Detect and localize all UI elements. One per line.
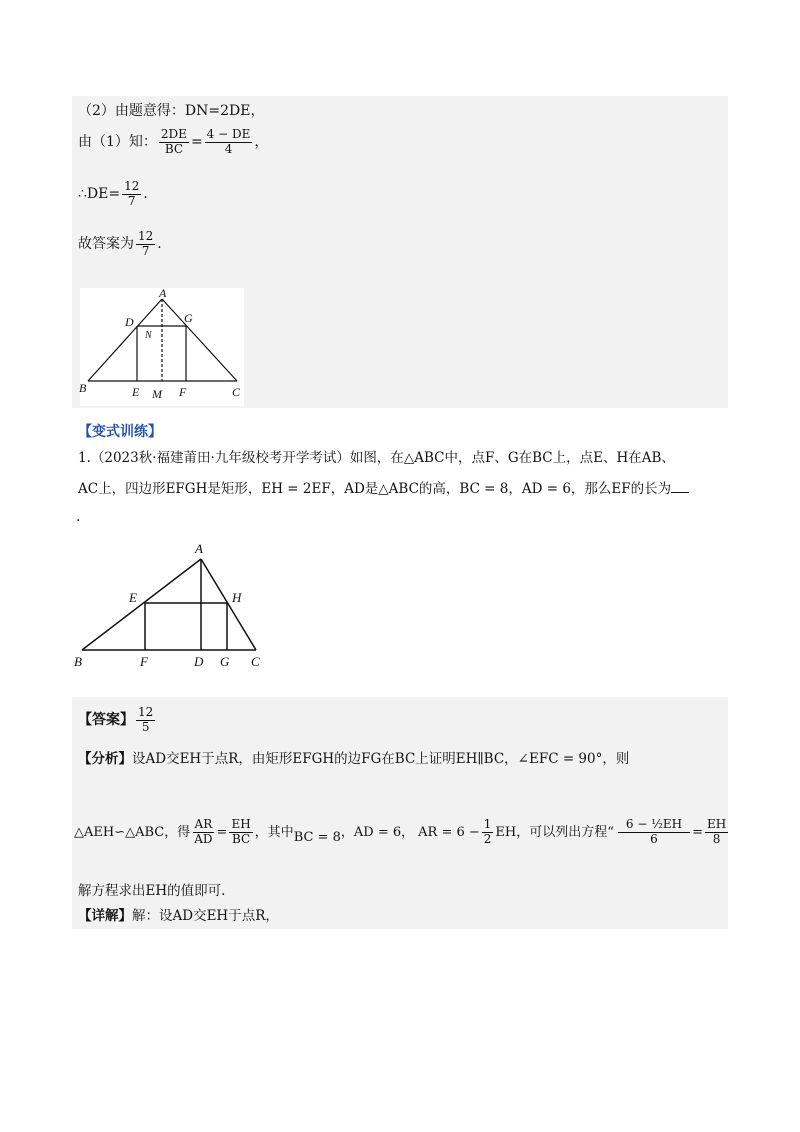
numerator: 4 − DE — [206, 127, 251, 141]
analysis-line3: 解方程求出EH的值即可. — [78, 883, 226, 899]
text: BC = 8 — [293, 829, 341, 845]
numerator: EH — [231, 817, 251, 831]
question-1-dot: . — [76, 509, 81, 525]
denominator: BC — [231, 831, 251, 846]
denominator: BC — [164, 141, 184, 156]
text: 故答案为 — [78, 236, 134, 253]
triangle-figure-2 — [70, 536, 270, 672]
text: ， — [401, 824, 415, 840]
text: AC上，四边形EFGH是矩形，EH = 2EF，AD是△ABC的高，BC = 8，AD = 6，那么EF的长为 — [78, 481, 672, 497]
fig2-label-G: G — [220, 654, 230, 669]
denominator: 8 — [712, 831, 721, 846]
answer-blank — [671, 480, 689, 493]
fig1-label-N: N — [145, 330, 152, 341]
fig1-label-C: C — [232, 385, 241, 399]
analysis-line2 — [74, 818, 730, 847]
numerator: AR — [194, 817, 213, 831]
fig2-label-H: H — [232, 590, 242, 605]
part2-line3 — [78, 180, 148, 209]
detail-label: 【详解】 — [78, 908, 132, 924]
numerator: EH — [707, 817, 727, 831]
fig1-label-M: M — [152, 387, 162, 401]
fraction — [705, 818, 728, 847]
triangle-figure-1 — [80, 288, 244, 406]
fig2-label-D: D — [194, 654, 204, 669]
text: AR = 6 − — [418, 824, 480, 840]
text: . — [143, 186, 148, 203]
text: 解：设AD交EH于点R， — [132, 908, 279, 924]
fig2-label-B: B — [74, 654, 82, 669]
fig1-label-F: F — [179, 385, 187, 399]
fraction — [136, 230, 155, 259]
text: ， — [254, 134, 269, 151]
question-1-line1: 1.（2023秋·福建莆田·九年级校考开学考试）如图，在△ABC中，点F、G在BC上，点E、H在AB、 — [78, 450, 675, 466]
analysis-label: 【分析】 — [78, 751, 132, 767]
numerator: 1 — [483, 817, 492, 831]
answer-fraction — [136, 706, 155, 735]
fig1-label-G: G — [184, 311, 193, 325]
text: . — [157, 236, 162, 253]
text: ， — [340, 824, 354, 840]
fraction — [159, 128, 189, 157]
question-1-line2 — [78, 480, 689, 497]
part2-line4 — [78, 230, 162, 259]
fig1-label-D: D — [125, 315, 134, 329]
text: ∴DE= — [78, 186, 121, 203]
fig2-label-C: C — [251, 654, 260, 669]
text: 由（1）知： — [78, 134, 157, 151]
denominator: AD — [194, 831, 213, 846]
part2-line2 — [78, 128, 268, 157]
fig1-label-E: E — [132, 385, 140, 399]
fig1-label-A: A — [159, 286, 167, 300]
equals: = — [692, 824, 703, 840]
numerator: 12 — [124, 179, 140, 193]
denominator: 7 — [127, 193, 136, 208]
analysis-line1 — [78, 753, 629, 767]
text: 设AD交EH于点R，由矩形EFGH的边FG在BC上证明EH∥BC，∠EFC = 90°，则 — [132, 751, 630, 767]
answer-label: 【答案】 — [78, 712, 134, 729]
fraction — [618, 818, 690, 847]
detail-line — [78, 910, 279, 924]
answer-line — [78, 706, 157, 735]
variant-header: 【变式训练】 — [78, 424, 162, 440]
text: EH，可以列出方程“ — [495, 824, 614, 840]
fig2-label-A: A — [195, 541, 203, 556]
denominator: 5 — [141, 719, 150, 734]
fig1-label-B: B — [79, 381, 87, 395]
fig2-label-E: E — [129, 590, 137, 605]
numerator: 12 — [138, 229, 154, 243]
denominator: 2 — [483, 831, 492, 846]
denominator: 7 — [141, 243, 150, 258]
text: ，其中 — [254, 824, 294, 840]
fraction — [229, 818, 252, 847]
fraction — [482, 818, 494, 847]
part2-line1: （2）由题意得：DN=2DE， — [78, 103, 265, 119]
numerator: 12 — [138, 705, 154, 719]
denominator: 4 — [224, 141, 233, 156]
text: △AEH∽△ABC，得 — [74, 824, 191, 840]
equals: = — [190, 134, 203, 151]
equals: = — [216, 824, 228, 840]
numerator: 2DE — [160, 127, 187, 141]
text: AD = 6 — [353, 824, 402, 840]
fraction — [122, 180, 141, 209]
fig2-label-F: F — [140, 654, 148, 669]
numerator: 6 − ½EH — [618, 818, 690, 833]
fraction — [205, 128, 253, 157]
denominator: 6 — [650, 831, 658, 846]
fraction — [192, 818, 214, 847]
